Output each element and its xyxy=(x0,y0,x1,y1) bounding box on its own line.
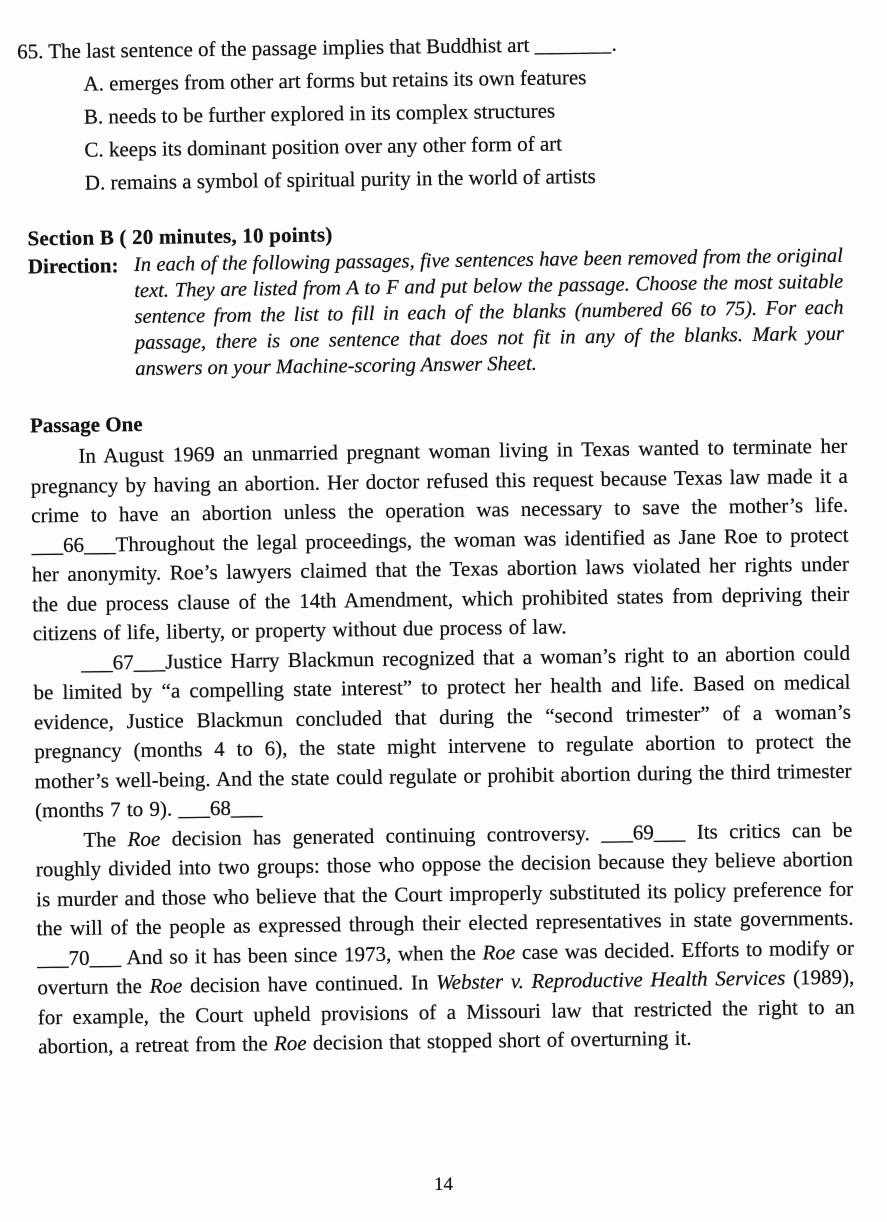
question-65-option-a: A. emerges from other art forms but retains its own features xyxy=(83,65,587,96)
passage-paragraph-2: ___67___Justice Harry Blackmun recognized that a woman’s right to an abortion could be limited by “a compelling state interest” to protect her health and life. Based on medical evidence, Justice Blackmun concluded that during the “second trimester” of a woman’s pregnancy (months 4 to 6), the state might intervene to regulate abortion to protect the mother’s well-being. And the state could regulate or prohibit abortion during the third trimester (months 7 to 9). ___68___ xyxy=(33,640,852,823)
question-65-options xyxy=(83,58,844,200)
section-b xyxy=(27,216,846,384)
page-number: 14 xyxy=(434,1174,453,1195)
question-65-option-b: B. needs to be further explored in its complex structures xyxy=(83,98,556,129)
passage-paragraph-1: In August 1969 an unmarried pregnant woman living in Texas wanted to terminate her pregnancy by having an abortion. Her doctor refused this request because Texas law made it a crime to have an abortion unless the operation was necessary to save the mother’s life. ___66___Throughout the legal proceedings, the woman was identified as Jane Roe to protect her anonymity. Roe’s lawyers claimed that the Texas abortion laws violated her rights under the due process clause of the 14th Amendment, which prohibited states from depriving their citizens of life, liberty, or property without due process of law. xyxy=(30,433,850,646)
direction-text: In each of the following passages, five sentences have been removed from the original text. They are listed from A to F and put below the passage. Choose the most suitable sentence from the list to fill in each of the blanks (numbered 66 to 75). For each passage, there is one sentence that does not fit in any of the blanks. Mark your answers on your Machine-scoring Answer Sheet. xyxy=(133,244,845,381)
passage-one-title: Passage One xyxy=(29,411,143,438)
question-65-stem-text: 65. The last sentence of the passage implies that Buddhist art xyxy=(16,32,535,64)
passage-one xyxy=(30,403,855,1062)
question-65 xyxy=(17,25,844,201)
passage-paragraph-3: The Roe decision has generated continuing controversy. ___69___ Its critics can be roughly divided into two groups: those who oppose the decision because they believe abortion is murder and those who believe that the Court improperly substituted its policy preference for the will of the people as expressed through their elected representatives in state governments. ___70___ And so it has been since 1973, when the Roe case was decided. Efforts to modify or overturn the Roe decision have continued. In Webster v. Reproductive Health Services (1989), for example, the Court upheld provisions of a Missouri law that restricted the right to an abortion, a retreat from the Roe decision that stopped short of overturning it. xyxy=(35,817,855,1059)
section-b-direction xyxy=(28,243,847,384)
question-65-option-c: C. keeps its dominant position over any other form of art xyxy=(84,131,563,162)
direction-label: Direction: xyxy=(27,253,119,279)
question-65-option-d: D. remains a symbol of spiritual purity in the world of artists xyxy=(84,163,596,195)
section-b-heading: Section B ( 20 minutes, 10 points) xyxy=(27,222,333,251)
question-65-answer-blank: _______. xyxy=(534,31,618,57)
